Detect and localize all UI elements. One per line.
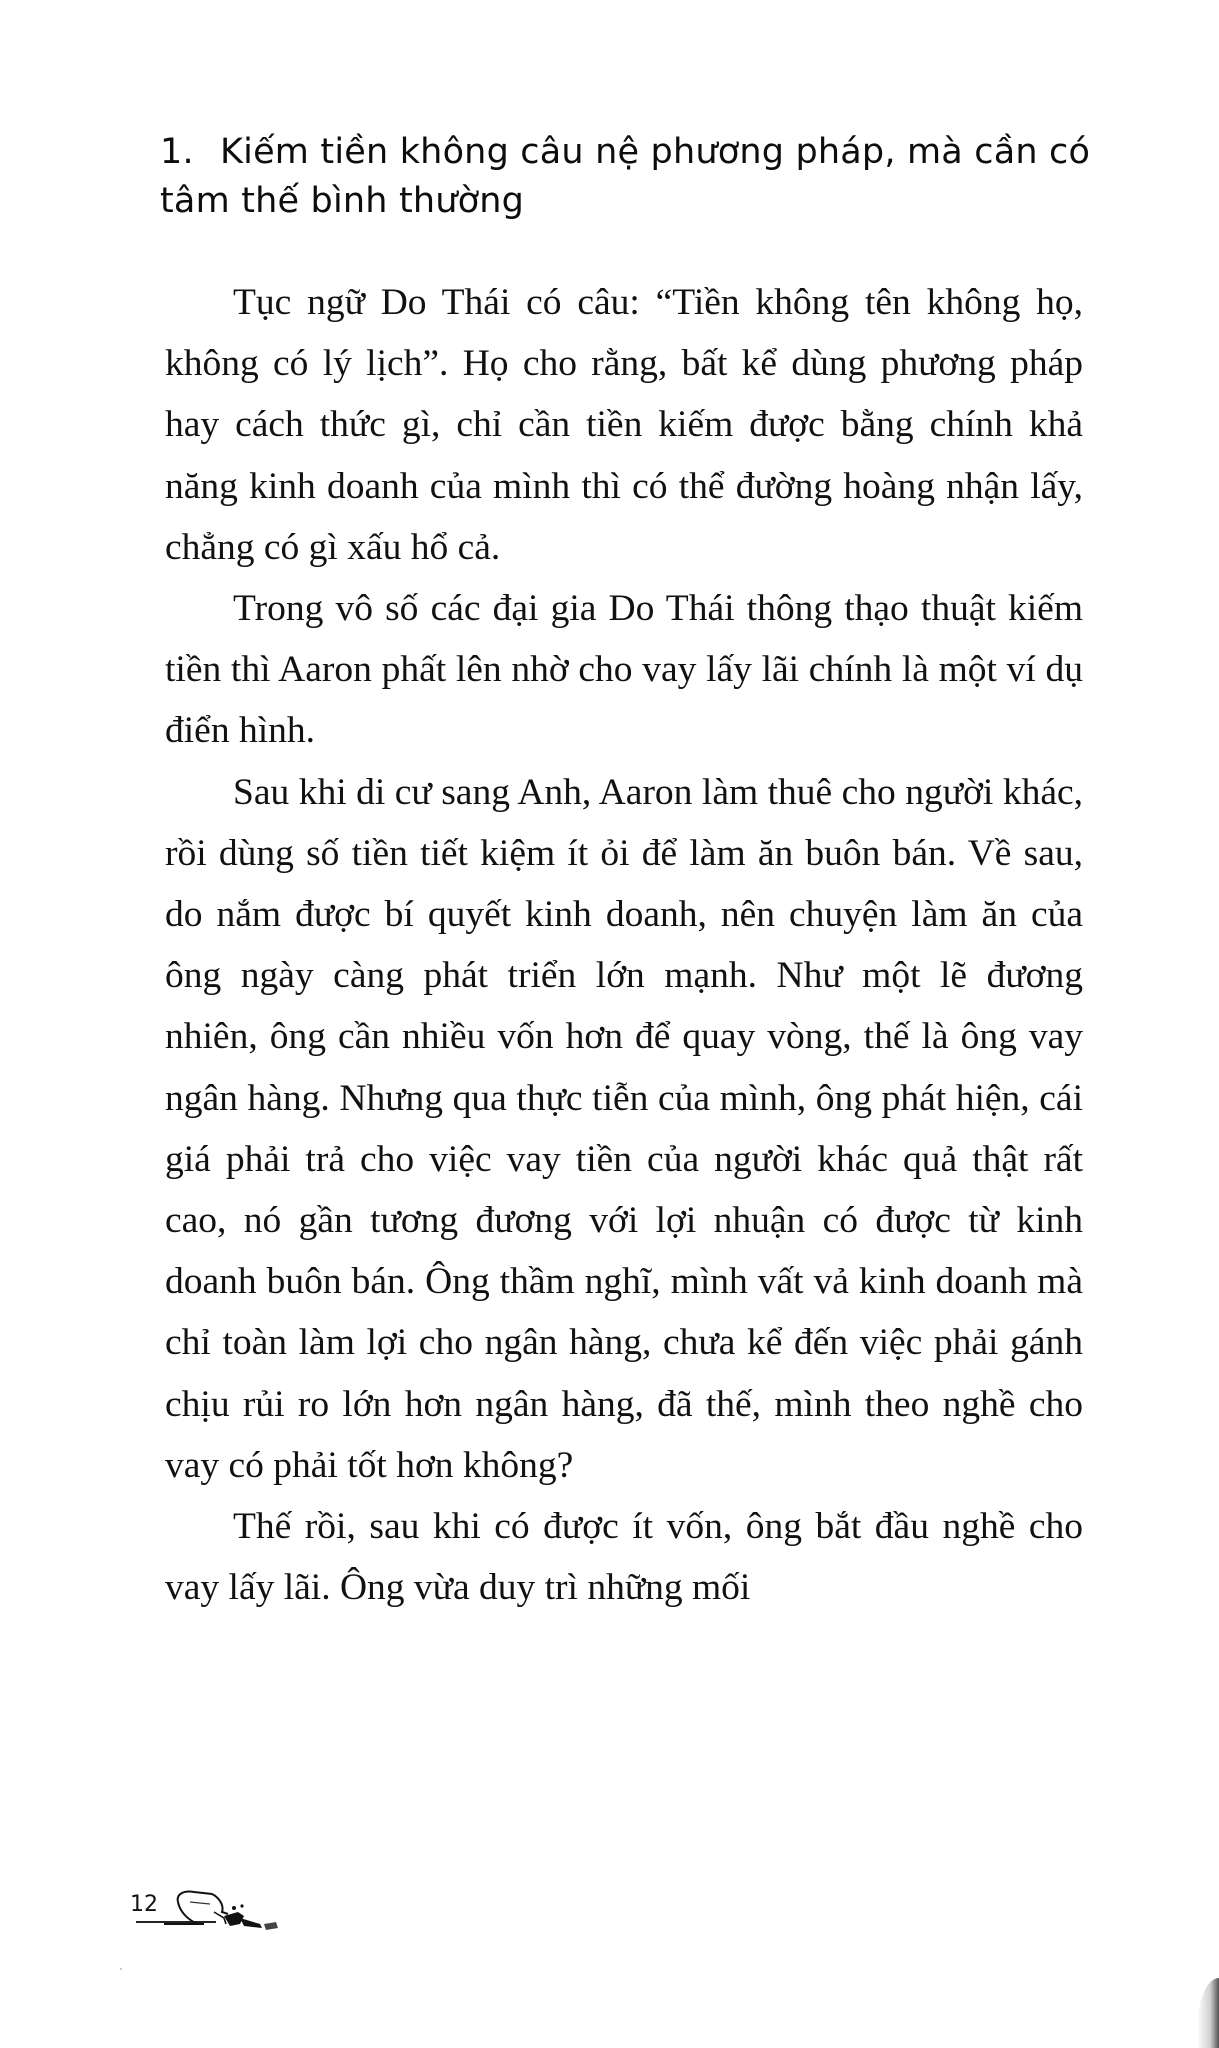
paragraph: Trong vô số các đại gia Do Thái thông thạo thuật kiếm tiền thì Aaron phất lên nhờ cho vay lấy lãi chính là một ví dụ điển hình. bbox=[165, 588, 1083, 752]
body-text bbox=[165, 272, 1083, 1618]
paragraph: Sau khi di cư sang Anh, Aaron làm thuê cho người khác, rồi dùng số tiền tiết kiệm ít ỏi để làm ăn buôn bán. Về sau, do nắm được bí quyết kinh doanh, nên chuyện làm ăn của ông ngày càng phát triển lớn mạnh. Như một lẽ đương nhiên, ông cần nhiều vốn hơn để quay vòng, thế là ông vay ngân hàng. Nhưng qua thực tiễn của mình, ông phát hiện, cái giá phải trả cho việc vay tiền của người khác quả thật rất cao, nó gần tương đương với lợi nhuận có được từ kinh doanh buôn bán. Ông thầm nghĩ, mình vất vả kinh doanh mà chỉ toàn làm lợi cho ngân hàng, chưa kể đến việc phải gánh chịu rủi ro lớn hơn ngân hàng, đã thế, mình theo nghề cho vay có phải tốt hơn không? bbox=[165, 771, 1083, 1486]
page-curl-shadow bbox=[1197, 1978, 1219, 2048]
section-number: 1. bbox=[160, 132, 194, 172]
paragraph: Tục ngữ Do Thái có câu: “Tiền không tên không họ, không có lý lịch”. Họ cho rằng, bất kể dùng phương pháp hay cách thức gì, chỉ cần tiền kiếm được bằng chính khả năng kinh doanh của mình thì có thể đường hoàng nhận lấy, chẳng có gì xấu hổ cả. bbox=[165, 282, 1083, 568]
page-footer bbox=[128, 1888, 288, 1938]
scan-speck bbox=[120, 1968, 122, 1970]
section-heading bbox=[160, 128, 1100, 226]
page-number: 12 bbox=[130, 1892, 158, 1917]
paragraph: Thế rồi, sau khi có được ít vốn, ông bắt đầu nghề cho vay lấy lãi. Ông vừa duy trì những mối bbox=[165, 1506, 1083, 1609]
sketch-figure-ornament-icon bbox=[164, 1888, 284, 1932]
section-title: Kiếm tiền không câu nệ phương pháp, mà cần có tâm thế bình thường bbox=[160, 132, 1091, 221]
